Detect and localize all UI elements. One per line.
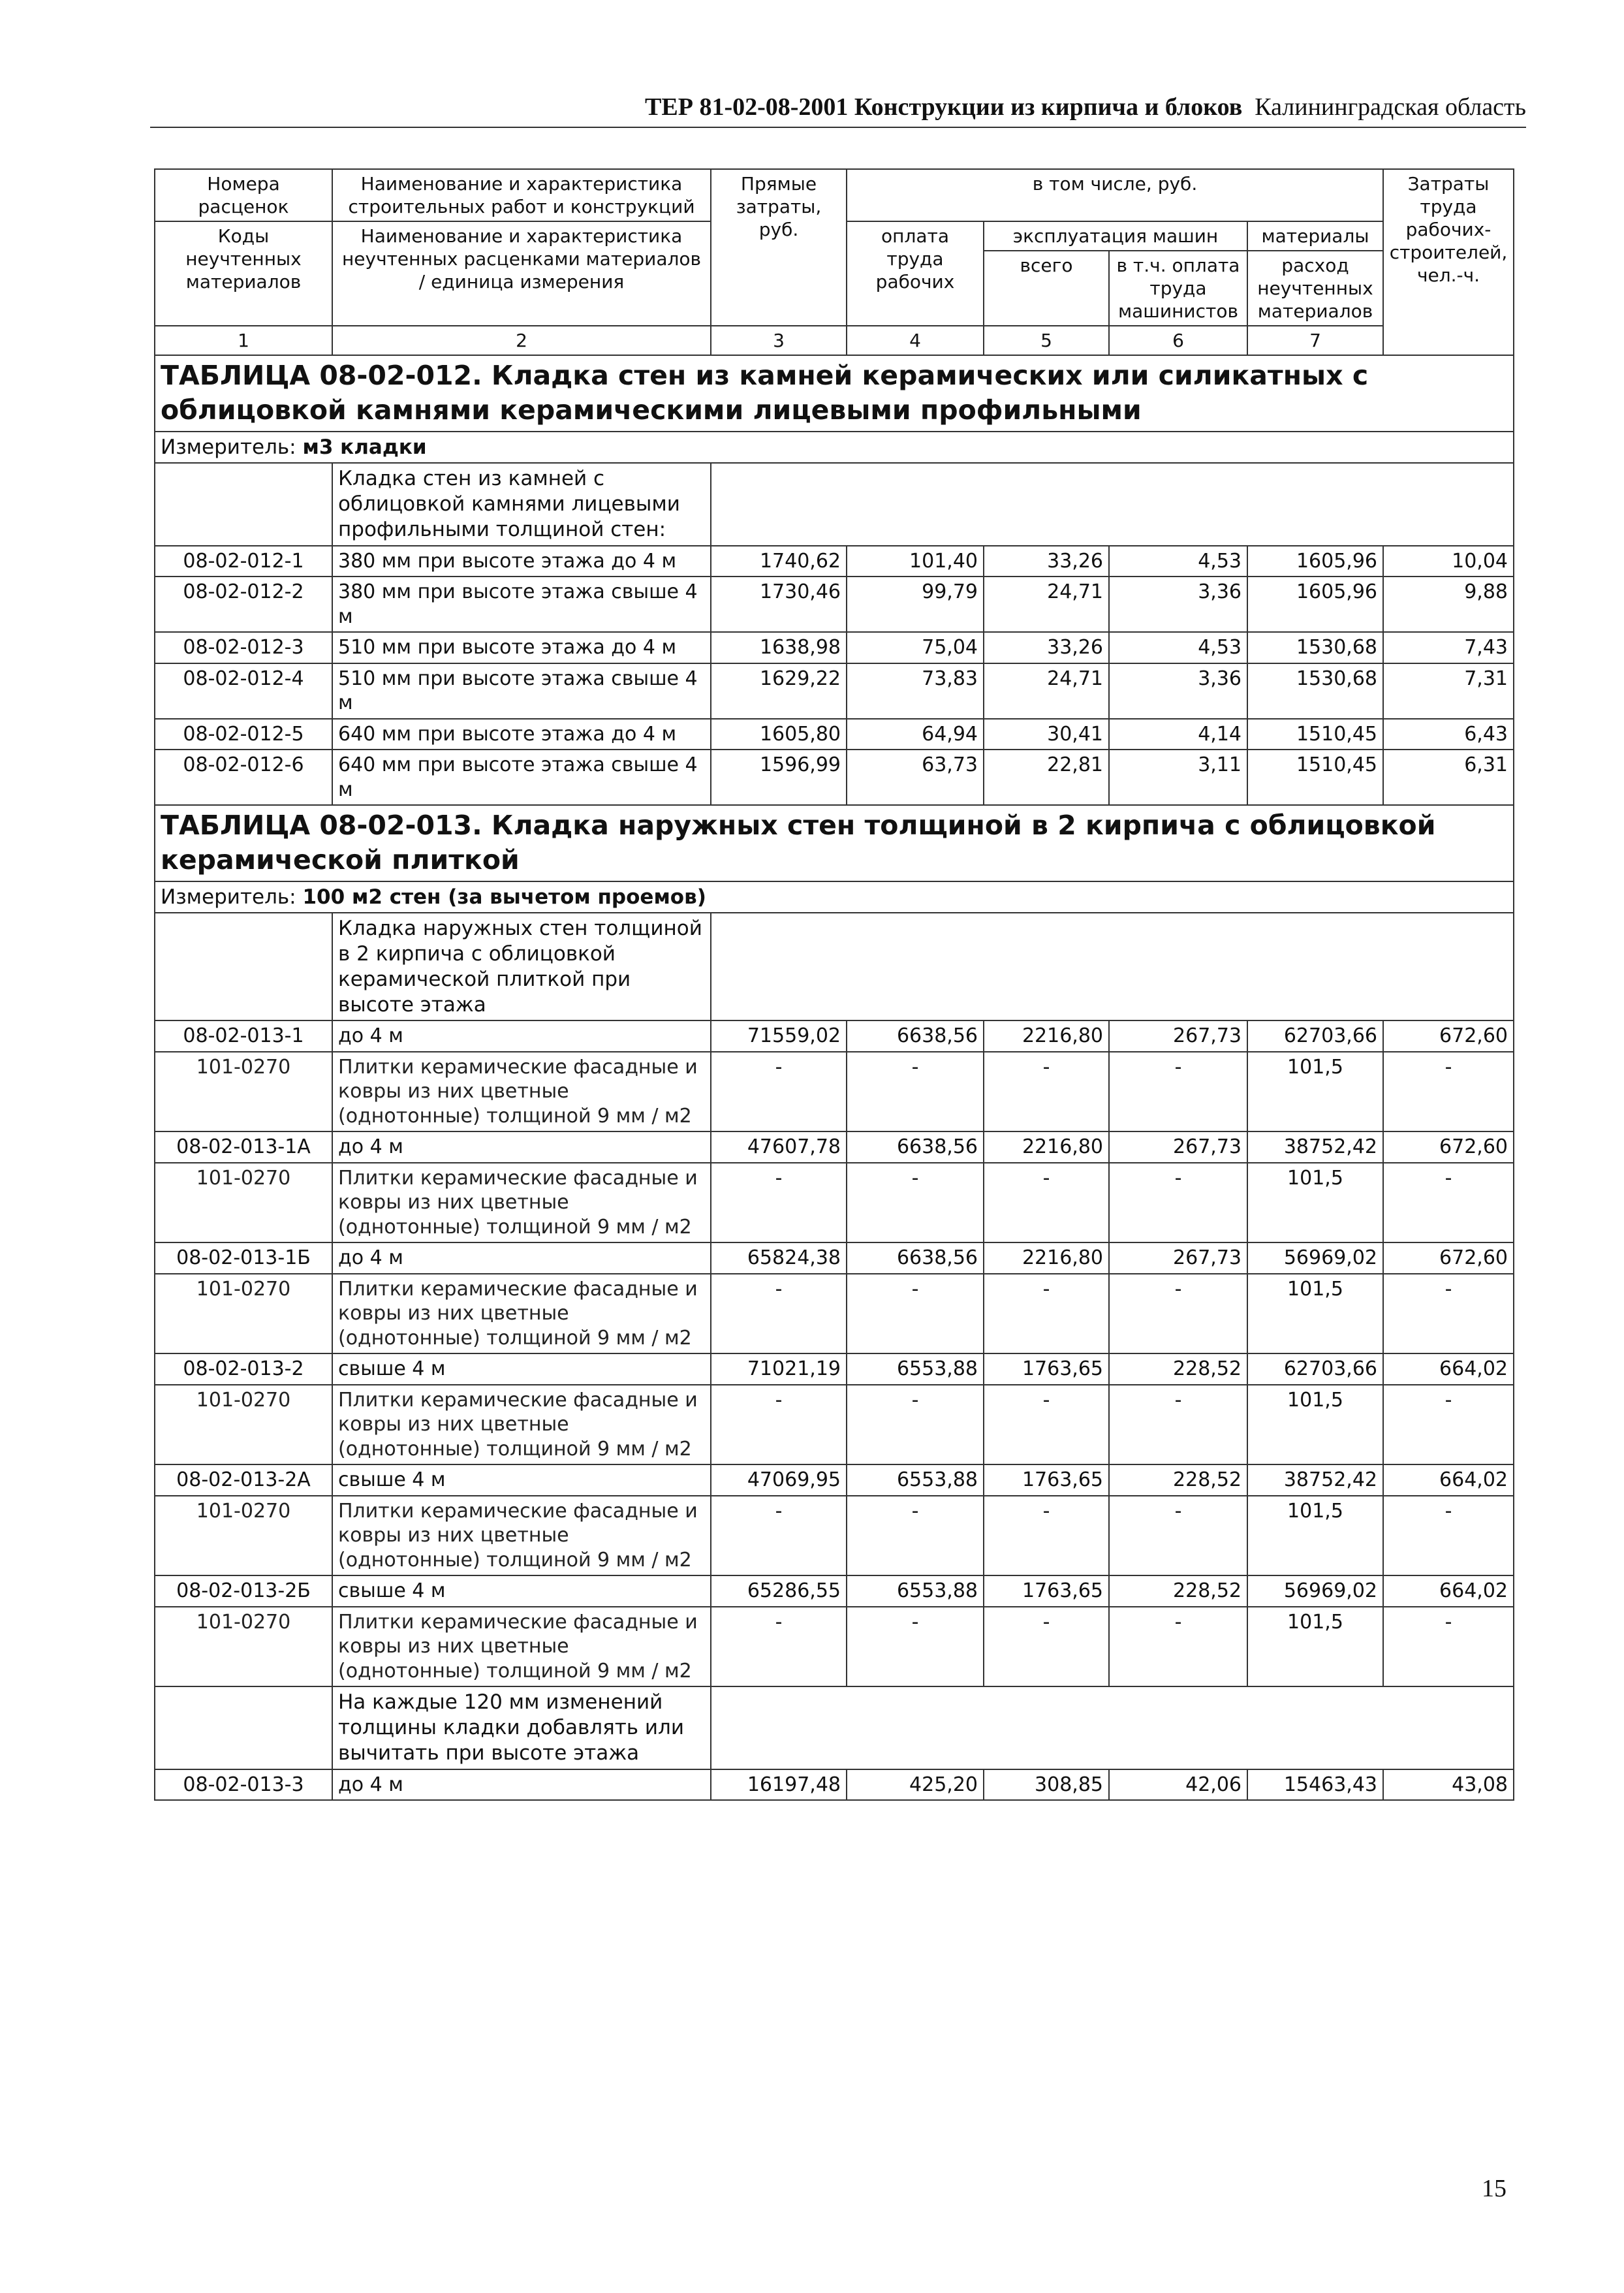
labor-pay: 6638,56: [847, 1242, 984, 1274]
header-region: Калининградская область: [1255, 93, 1526, 121]
machines-total: 2216,80: [984, 1020, 1109, 1052]
operator-pay: 267,73: [1109, 1242, 1247, 1274]
col-header-work-name: Наименование и характеристика строительных работ и конструкций: [332, 169, 711, 221]
material-qty: 101,5: [1247, 1385, 1383, 1465]
rate-name: свыше 4 м: [332, 1575, 711, 1607]
labor-hours: 7,43: [1383, 632, 1514, 663]
dash: -: [1383, 1274, 1514, 1354]
rate-row: [155, 546, 1514, 577]
table-title: ТАБЛИЦА 08-02-013. Кладка наружных стен толщиной в 2 кирпича с облицовкой керамической плиткой: [155, 805, 1514, 881]
rate-row: [155, 1242, 1514, 1274]
material-row: [155, 1274, 1514, 1354]
rate-row: [155, 1353, 1514, 1385]
table-title-row: [155, 355, 1514, 432]
material-name: Плитки керамические фасадные и ковры из них цветные (однотонные) толщиной 9 мм / м2: [332, 1163, 711, 1243]
empty-cell: [711, 1686, 1514, 1769]
labor-pay: 6638,56: [847, 1131, 984, 1163]
material-code: 101-0270: [155, 1496, 332, 1576]
material-code: 101-0270: [155, 1274, 332, 1354]
dash: -: [711, 1607, 847, 1687]
operator-pay: 267,73: [1109, 1131, 1247, 1163]
group-intro: На каждые 120 мм изменений толщины кладки добавлять или вычитать при высоте этажа: [332, 1686, 711, 1769]
col-header-material-use: расход неучтенных материалов: [1247, 251, 1383, 326]
direct-cost: 1740,62: [711, 546, 847, 577]
rate-code: 08-02-012-5: [155, 719, 332, 750]
col-number: 3: [711, 326, 847, 355]
rate-name: 510 мм при высоте этажа до 4 м: [332, 632, 711, 663]
labor-hours: 664,02: [1383, 1575, 1514, 1607]
machines-total: 2216,80: [984, 1242, 1109, 1274]
labor-pay: 99,79: [847, 577, 984, 632]
unit-row: [155, 881, 1514, 913]
rate-code: 08-02-013-1Б: [155, 1242, 332, 1274]
operator-pay: 3,11: [1109, 750, 1247, 805]
rates-table-body: [155, 169, 1514, 1800]
group-intro-row: [155, 1686, 1514, 1769]
unit-measure: [155, 432, 1514, 464]
material-cost: 1605,96: [1247, 577, 1383, 632]
rate-name: до 4 м: [332, 1131, 711, 1163]
operator-pay: 4,53: [1109, 632, 1247, 663]
dash: -: [847, 1163, 984, 1243]
unit-label: Измеритель:: [161, 885, 303, 909]
labor-hours: 672,60: [1383, 1131, 1514, 1163]
dash: -: [711, 1385, 847, 1465]
unit-value: 100 м2 стен (за вычетом проемов): [302, 885, 706, 909]
labor-hours: 7,31: [1383, 663, 1514, 719]
labor-pay: 425,20: [847, 1769, 984, 1801]
dash: -: [1109, 1496, 1247, 1576]
rate-code: 08-02-013-2: [155, 1353, 332, 1385]
machines-total: 1763,65: [984, 1353, 1109, 1385]
dash: -: [847, 1052, 984, 1132]
direct-cost: 1605,80: [711, 719, 847, 750]
group-intro-row: [155, 913, 1514, 1020]
group-intro: Кладка стен из камней с облицовкой камнями лицевыми профильными толщиной стен:: [332, 463, 711, 545]
material-qty: 101,5: [1247, 1052, 1383, 1132]
dash: -: [847, 1385, 984, 1465]
rate-name: свыше 4 м: [332, 1464, 711, 1496]
rate-code: 08-02-013-2Б: [155, 1575, 332, 1607]
header-doc-title: ТЕР 81-02-08-2001 Конструкции из кирпича и блоков: [645, 93, 1243, 121]
operator-pay: 228,52: [1109, 1575, 1247, 1607]
machines-total: 1763,65: [984, 1575, 1109, 1607]
material-qty: 101,5: [1247, 1163, 1383, 1243]
rate-row: [155, 632, 1514, 663]
direct-cost: 1629,22: [711, 663, 847, 719]
dash: -: [1383, 1385, 1514, 1465]
unit-label: Измеритель:: [161, 435, 303, 459]
labor-pay: 101,40: [847, 546, 984, 577]
material-cost: 56969,02: [1247, 1242, 1383, 1274]
labor-pay: 64,94: [847, 719, 984, 750]
table-title-row: [155, 805, 1514, 881]
material-code: 101-0270: [155, 1385, 332, 1465]
machines-total: 30,41: [984, 719, 1109, 750]
machines-total: 24,71: [984, 663, 1109, 719]
operator-pay: 4,14: [1109, 719, 1247, 750]
labor-hours: 6,31: [1383, 750, 1514, 805]
rate-name: до 4 м: [332, 1242, 711, 1274]
col-number: 5: [984, 326, 1109, 355]
material-cost: 1530,68: [1247, 632, 1383, 663]
machines-total: 1763,65: [984, 1464, 1109, 1496]
col-header-materials: материалы: [1247, 221, 1383, 251]
col-header-machines-total: всего: [984, 251, 1109, 326]
rate-name: 380 мм при высоте этажа свыше 4 м: [332, 577, 711, 632]
dash: -: [984, 1385, 1109, 1465]
machines-total: 2216,80: [984, 1131, 1109, 1163]
dash: -: [711, 1163, 847, 1243]
rate-code: 08-02-012-6: [155, 750, 332, 805]
running-header: [150, 93, 1526, 128]
column-number-row: [155, 326, 1514, 355]
dash: -: [1383, 1607, 1514, 1687]
labor-pay: 6553,88: [847, 1464, 984, 1496]
material-row: [155, 1052, 1514, 1132]
material-code: 101-0270: [155, 1163, 332, 1243]
rate-name: свыше 4 м: [332, 1353, 711, 1385]
rate-row: [155, 577, 1514, 632]
rate-row: [155, 1131, 1514, 1163]
dash: -: [711, 1496, 847, 1576]
dash: -: [984, 1496, 1109, 1576]
material-row: [155, 1607, 1514, 1687]
dash: -: [1383, 1496, 1514, 1576]
dash: -: [984, 1163, 1109, 1243]
group-intro: Кладка наружных стен толщиной в 2 кирпича с облицовкой керамической плиткой при высоте этажа: [332, 913, 711, 1020]
labor-pay: 75,04: [847, 632, 984, 663]
rate-row: [155, 1464, 1514, 1496]
rate-code: 08-02-012-2: [155, 577, 332, 632]
material-cost: 1530,68: [1247, 663, 1383, 719]
page-number: 15: [1482, 2175, 1507, 2202]
direct-cost: 1638,98: [711, 632, 847, 663]
direct-cost: 1730,46: [711, 577, 847, 632]
material-cost: 38752,42: [1247, 1464, 1383, 1496]
material-cost: 15463,43: [1247, 1769, 1383, 1801]
dash: -: [1109, 1385, 1247, 1465]
labor-pay: 63,73: [847, 750, 984, 805]
col-header-machines: эксплуатация машин: [984, 221, 1247, 251]
empty-cell: [155, 913, 332, 1020]
material-row: [155, 1163, 1514, 1243]
rate-name: 640 мм при высоте этажа до 4 м: [332, 719, 711, 750]
direct-cost: 16197,48: [711, 1769, 847, 1801]
material-cost: 62703,66: [1247, 1353, 1383, 1385]
header-row: [155, 169, 1514, 221]
labor-hours: 6,43: [1383, 719, 1514, 750]
direct-cost: 71021,19: [711, 1353, 847, 1385]
dash: -: [1109, 1607, 1247, 1687]
direct-cost: 1596,99: [711, 750, 847, 805]
labor-hours: 672,60: [1383, 1020, 1514, 1052]
operator-pay: 3,36: [1109, 577, 1247, 632]
labor-hours: 43,08: [1383, 1769, 1514, 1801]
machines-total: 22,81: [984, 750, 1109, 805]
dash: -: [711, 1052, 847, 1132]
col-number: 2: [332, 326, 711, 355]
dash: -: [984, 1274, 1109, 1354]
labor-hours: 672,60: [1383, 1242, 1514, 1274]
machines-total: 33,26: [984, 546, 1109, 577]
material-cost: 38752,42: [1247, 1131, 1383, 1163]
rate-name: до 4 м: [332, 1769, 711, 1801]
material-name: Плитки керамические фасадные и ковры из них цветные (однотонные) толщиной 9 мм / м2: [332, 1496, 711, 1576]
col-number: 1: [155, 326, 332, 355]
rate-code: 08-02-012-1: [155, 546, 332, 577]
labor-pay: 6553,88: [847, 1353, 984, 1385]
labor-hours: 664,02: [1383, 1353, 1514, 1385]
rate-code: 08-02-013-1А: [155, 1131, 332, 1163]
operator-pay: 3,36: [1109, 663, 1247, 719]
rates-table: [154, 168, 1514, 1801]
rate-name: до 4 м: [332, 1020, 711, 1052]
labor-hours: 10,04: [1383, 546, 1514, 577]
material-name: Плитки керамические фасадные и ковры из них цветные (однотонные) толщиной 9 мм / м2: [332, 1607, 711, 1687]
col-header-material-names: Наименование и характеристика неучтенных расценками материалов / единица измерения: [332, 221, 711, 326]
col-number: 4: [847, 326, 984, 355]
rate-row: [155, 663, 1514, 719]
dash: -: [711, 1274, 847, 1354]
unit-row: [155, 432, 1514, 464]
col-number: 7: [1247, 326, 1383, 355]
rate-row: [155, 719, 1514, 750]
machines-total: 24,71: [984, 577, 1109, 632]
material-row: [155, 1385, 1514, 1465]
unit-value: м3 кладки: [302, 435, 427, 459]
rate-row: [155, 1575, 1514, 1607]
col-header-including: в том числе, руб.: [847, 169, 1383, 221]
labor-pay: 6553,88: [847, 1575, 984, 1607]
rate-name: 640 мм при высоте этажа свыше 4 м: [332, 750, 711, 805]
empty-cell: [155, 463, 332, 545]
dash: -: [1109, 1274, 1247, 1354]
direct-cost: 65286,55: [711, 1575, 847, 1607]
material-code: 101-0270: [155, 1052, 332, 1132]
rate-code: 08-02-013-2А: [155, 1464, 332, 1496]
direct-cost: 47607,78: [711, 1131, 847, 1163]
empty-cell: [711, 913, 1514, 1020]
rate-name: 380 мм при высоте этажа до 4 м: [332, 546, 711, 577]
unit-measure: [155, 881, 1514, 913]
material-qty: 101,5: [1247, 1496, 1383, 1576]
operator-pay: 228,52: [1109, 1353, 1247, 1385]
dash: -: [1383, 1163, 1514, 1243]
dash: -: [984, 1607, 1109, 1687]
table-title: ТАБЛИЦА 08-02-012. Кладка стен из камней керамических или силикатных с облицовкой камнями керамическими лицевыми профильными: [155, 355, 1514, 432]
direct-cost: 71559,02: [711, 1020, 847, 1052]
material-cost: 62703,66: [1247, 1020, 1383, 1052]
col-header-direct-costs: Прямые затраты, руб.: [711, 169, 847, 326]
empty-cell: [711, 463, 1514, 545]
operator-pay: 228,52: [1109, 1464, 1247, 1496]
material-cost: 1510,45: [1247, 719, 1383, 750]
material-name: Плитки керамические фасадные и ковры из них цветные (однотонные) толщиной 9 мм / м2: [332, 1052, 711, 1132]
dash: -: [1109, 1052, 1247, 1132]
direct-cost: 47069,95: [711, 1464, 847, 1496]
rate-row: [155, 1020, 1514, 1052]
rate-row: [155, 1769, 1514, 1801]
rate-code: 08-02-012-3: [155, 632, 332, 663]
col-header-labor-hours: Затраты труда рабочих-строителей, чел.-ч.: [1383, 169, 1514, 355]
material-cost: 1510,45: [1247, 750, 1383, 805]
material-qty: 101,5: [1247, 1607, 1383, 1687]
labor-hours: 664,02: [1383, 1464, 1514, 1496]
machines-total: 33,26: [984, 632, 1109, 663]
material-name: Плитки керамические фасадные и ковры из них цветные (однотонные) толщиной 9 мм / м2: [332, 1385, 711, 1465]
dash: -: [984, 1052, 1109, 1132]
rate-row: [155, 750, 1514, 805]
material-cost: 56969,02: [1247, 1575, 1383, 1607]
rate-code: 08-02-012-4: [155, 663, 332, 719]
dash: -: [847, 1496, 984, 1576]
dash: -: [847, 1274, 984, 1354]
rate-code: 08-02-013-1: [155, 1020, 332, 1052]
labor-hours: 9,88: [1383, 577, 1514, 632]
col-header-material-codes: Коды неучтенных материалов: [155, 221, 332, 326]
labor-pay: 73,83: [847, 663, 984, 719]
empty-cell: [155, 1686, 332, 1769]
labor-pay: 6638,56: [847, 1020, 984, 1052]
rate-code: 08-02-013-3: [155, 1769, 332, 1801]
col-header-labor-pay: оплата труда рабочих: [847, 221, 984, 326]
col-number: 6: [1109, 326, 1247, 355]
direct-cost: 65824,38: [711, 1242, 847, 1274]
machines-total: 308,85: [984, 1769, 1109, 1801]
dash: -: [1383, 1052, 1514, 1132]
operator-pay: 267,73: [1109, 1020, 1247, 1052]
col-header-operator-pay: в т.ч. оплата труда машинистов: [1109, 251, 1247, 326]
material-qty: 101,5: [1247, 1274, 1383, 1354]
dash: -: [847, 1607, 984, 1687]
operator-pay: 4,53: [1109, 546, 1247, 577]
dash: -: [1109, 1163, 1247, 1243]
material-cost: 1605,96: [1247, 546, 1383, 577]
material-code: 101-0270: [155, 1607, 332, 1687]
group-intro-row: [155, 463, 1514, 545]
operator-pay: 42,06: [1109, 1769, 1247, 1801]
material-row: [155, 1496, 1514, 1576]
material-name: Плитки керамические фасадные и ковры из них цветные (однотонные) толщиной 9 мм / м2: [332, 1274, 711, 1354]
col-header-rate-numbers: Номера расценок: [155, 169, 332, 221]
rate-name: 510 мм при высоте этажа свыше 4 м: [332, 663, 711, 719]
